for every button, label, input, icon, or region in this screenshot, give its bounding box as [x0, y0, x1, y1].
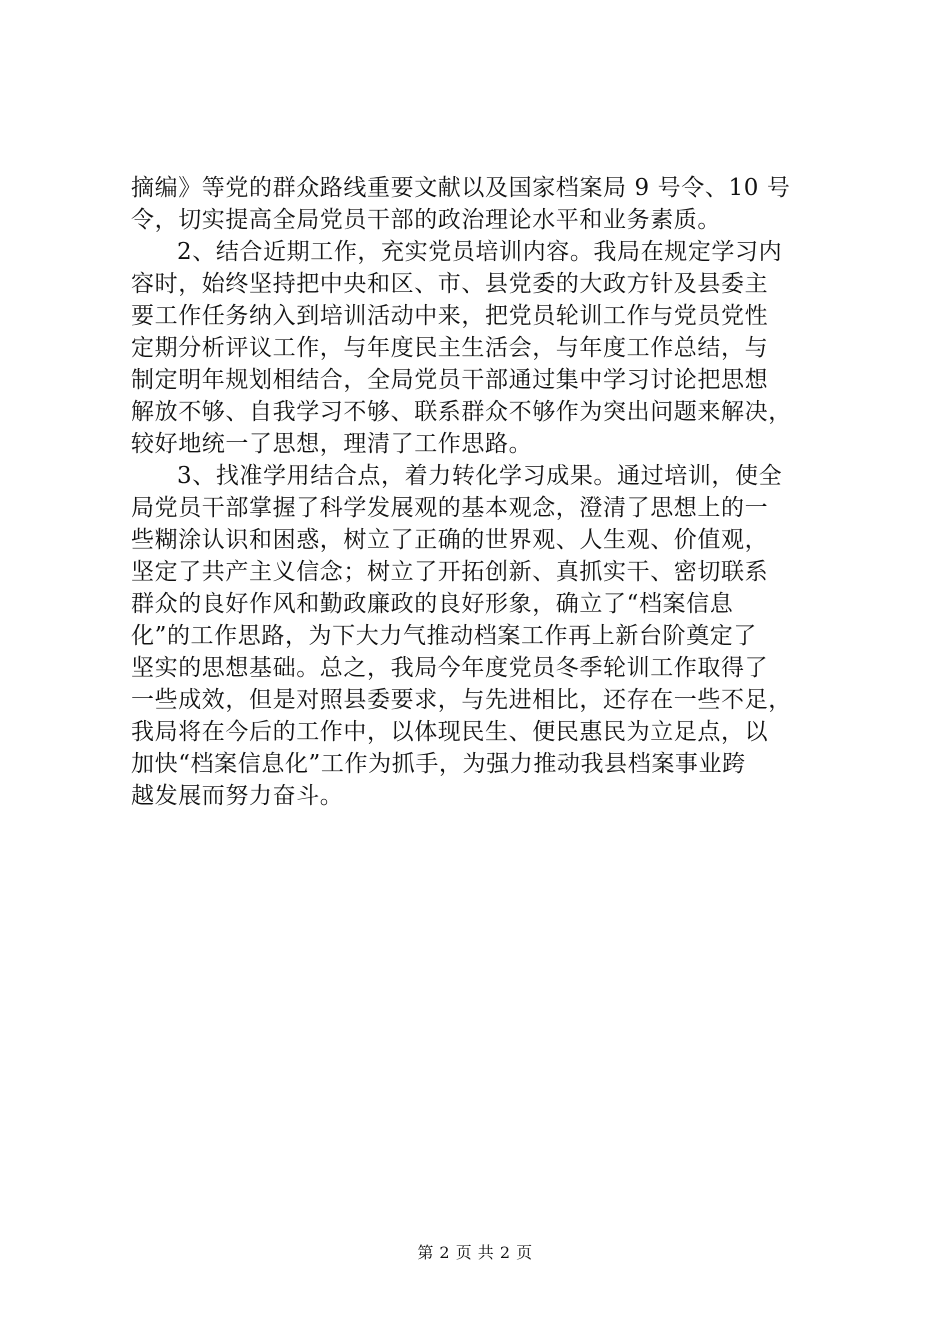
text-line: 较好地统一了思想，理清了工作思路。	[131, 431, 533, 457]
text-line: 我局将在今后的工作中，以体现民生、便民惠民为立足点，以	[131, 719, 769, 745]
document-body	[131, 172, 831, 812]
text-line: 越发展而努力奋斗。	[131, 783, 344, 809]
page-number-footer: 第 2 页 共 2 页	[417, 1243, 533, 1262]
text-line: 坚实的思想基础。总之，我局今年度党员冬季轮训工作取得了	[131, 655, 769, 681]
text-line: 令，切实提高全局党员干部的政治理论水平和业务素质。	[131, 207, 721, 233]
paragraph-2-first-line: 2、结合近期工作，充实党员培训内容。我局在规定学习内	[177, 239, 783, 265]
text-line: 坚定了共产主义信念；树立了开拓创新、真抓实干、密切联系	[131, 559, 769, 585]
paragraph-3-first-line: 3、找准学用结合点，着力转化学习成果。通过培训，使全	[177, 463, 783, 489]
text-line: 解放不够、自我学习不够、联系群众不够作为突出问题来解决，	[131, 399, 792, 425]
text-line: 化”的工作思路，为下大力气推动档案工作再上新台阶奠定了	[131, 623, 757, 649]
text-line: 群众的良好作风和勤政廉政的良好形象，确立了“档案信息	[131, 591, 734, 617]
text-line: 些糊涂认识和困惑，树立了正确的世界观、人生观、价值观，	[131, 527, 769, 553]
text-line: 加快“档案信息化”工作为抓手，为强力推动我县档案事业跨	[131, 751, 746, 777]
text-line: 摘编》等党的群众路线重要文献以及国家档案局 9 号令、10 号	[131, 175, 791, 201]
text-line: 制定明年规划相结合，全局党员干部通过集中学习讨论把思想	[131, 367, 769, 393]
text-line: 定期分析评议工作，与年度民主生活会，与年度工作总结，与	[131, 335, 769, 361]
text-line: 容时，始终坚持把中央和区、市、县党委的大政方针及县委主	[131, 271, 769, 297]
text-line: 一些成效，但是对照县委要求，与先进相比，还存在一些不足，	[131, 687, 792, 713]
text-line: 局党员干部掌握了科学发展观的基本观念，澄清了思想上的一	[131, 495, 769, 521]
text-line: 要工作任务纳入到培训活动中来，把党员轮训工作与党员党性	[131, 303, 769, 329]
